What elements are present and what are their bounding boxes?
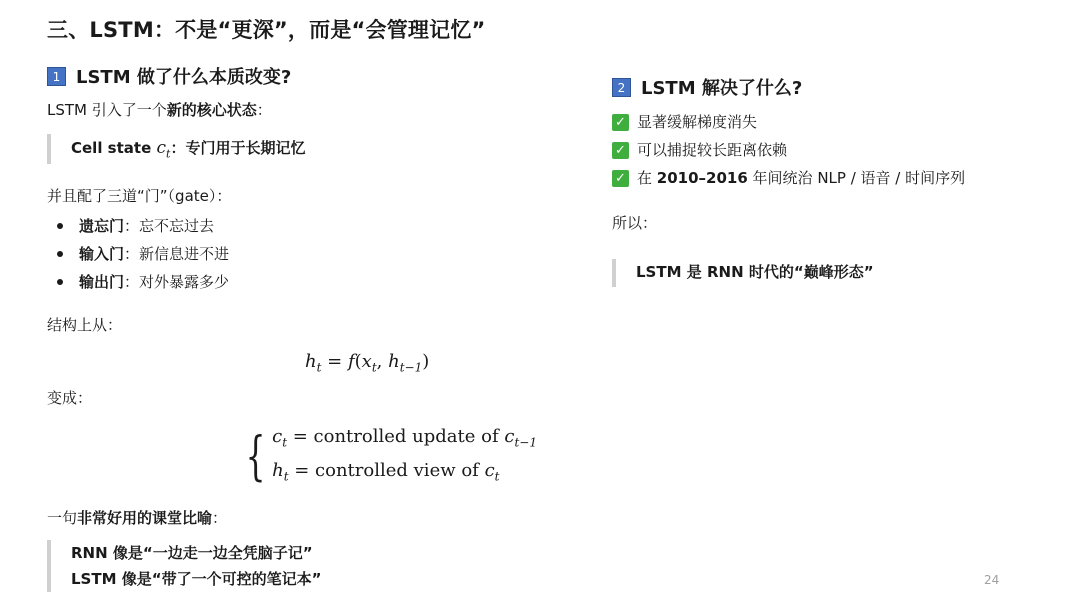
intro-bold: 新的核心状态 [166, 101, 257, 119]
metaphor-line-lstm: LSTM 像是“带了一个可控的笔记本” [71, 570, 322, 588]
check-icon: ✓ [612, 170, 629, 187]
gate-desc: ：忘不忘过去 [124, 217, 215, 235]
rnn-formula: $h_t = f(x_t$, $h_{t-1}$) [305, 351, 430, 375]
structure-label: 结构上从： [47, 316, 123, 334]
check-icon: ✓ [612, 142, 629, 159]
metaphor-line-rnn: RNN 像是“一边走一边全凭脑子记” [71, 544, 313, 562]
cell-state-desc: ：专门用于长期记忆 [170, 139, 306, 157]
metaphor-quote [47, 540, 321, 592]
section1-heading [47, 63, 291, 89]
lstm-formula-line1: $c_t$ = controlled update of $c_{t-1}$ [272, 426, 537, 450]
cell-state-symbol: $c_t$ [156, 138, 171, 161]
section1-intro [47, 99, 272, 120]
list-item: ✓ 显著缓解梯度消失 [612, 108, 965, 136]
intro-prefix: LSTM 引入了一个 [47, 101, 167, 119]
section2-heading-text: LSTM 解决了什么? [641, 78, 803, 99]
section2-number-badge: 2 [612, 78, 631, 97]
conclusion-quote [612, 259, 874, 287]
brace-icon: { [245, 426, 266, 487]
metaphor-prefix: 一句 [47, 509, 78, 527]
gate-name: 输出门 [79, 273, 125, 291]
check-icon: ✓ [612, 114, 629, 131]
conclusion-text: LSTM 是 RNN 时代的“巅峰形态” [636, 263, 874, 281]
achievements-list [612, 108, 965, 192]
gate-name: 遗忘门 [79, 217, 125, 235]
list-item [57, 212, 229, 240]
intro-suffix: ： [256, 101, 272, 119]
metaphor-bold: 非常好用的课堂比喻 [77, 509, 213, 527]
section1-heading-text: LSTM 做了什么本质改变? [76, 67, 292, 88]
list-item: ✓ 可以捕捉较长距离依赖 [612, 136, 965, 164]
bullet-icon [57, 223, 63, 229]
list-item: ✓ 在 2010–2016 年间统治 NLP / 语音 / 时间序列 [612, 164, 965, 192]
cell-state-quote [47, 134, 305, 164]
gate-desc: ：对外暴露多少 [124, 273, 230, 291]
gate-name: 输入门 [79, 245, 125, 263]
section2-heading [612, 74, 802, 100]
gates-intro: 并且配了三道“门”（gate）： [47, 187, 232, 205]
gates-list [57, 212, 229, 296]
so-label: 所以： [612, 214, 658, 232]
cell-state-label: Cell state [71, 139, 152, 157]
metaphor-intro [47, 507, 227, 528]
bullet-icon [57, 251, 63, 257]
list-item [57, 240, 229, 268]
list-item [57, 268, 229, 296]
gate-desc: ：新信息进不进 [124, 245, 230, 263]
slide-title: 三、LSTM：不是“更深”，而是“会管理记忆” [47, 18, 486, 42]
metaphor-suffix: ： [212, 509, 228, 527]
lstm-formula-line2: $h_t$ = controlled view of $c_t$ [272, 459, 500, 484]
bullet-icon [57, 279, 63, 285]
lstm-formula [239, 423, 537, 490]
becomes-label: 变成： [47, 389, 93, 407]
section1-number-badge: 1 [47, 67, 66, 86]
page-number: 24 [984, 573, 1000, 587]
